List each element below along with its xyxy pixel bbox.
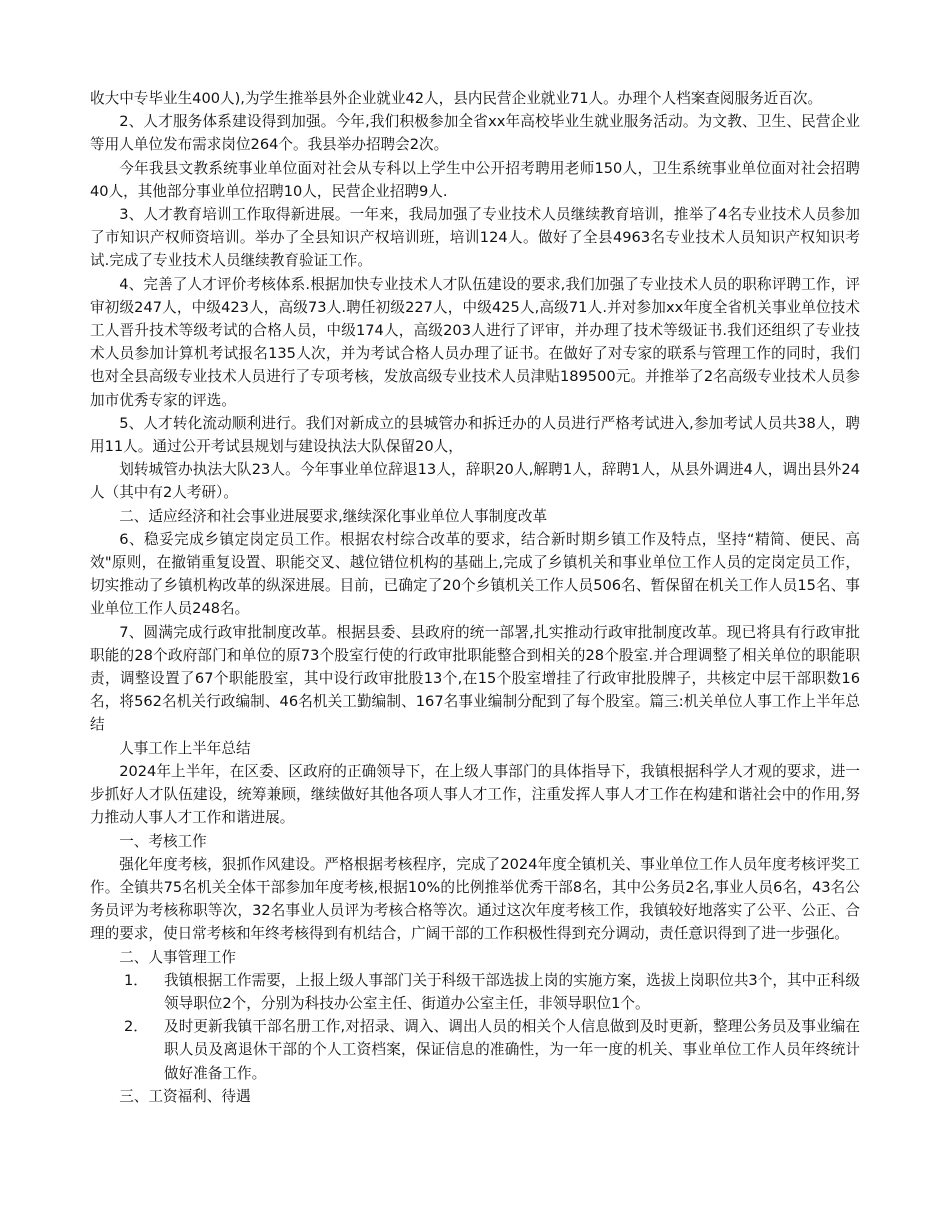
paragraph-14: 强化年度考核，狠抓作风建设。严格根据考核程序，完成了2024年度全镇机关、事业单位工作人员年度考核评奖工作。全镇共75名机关全体干部参加年度考核,根据10%的比例推举优秀干部8名，其中公务员2名,事业人员6名，43名公务员评为考核称职等次，32名事业人员评为考核合格等次。通过这次年度考核工作，我镇较好地落实了公平、公正、合理的要求，使日常考核和年终考核得到有机结合，广阔干部的工作积极性得到充分调动，责任意识得到了进一步强化。 [90,855,860,943]
list-item-number: 2． [124,1018,148,1036]
report-title: 人事工作上半年总结 [119,739,251,757]
paragraph-9: 6、稳妥完成乡镇定岗定员工作。根据农村综合改革的要求，结合新时期乡镇工作及特点，坚持“精简、便民、高效"原则，在撤销重复设置、职能交叉、越位错位机构的基础上,完成了乡镇机关和事业单位工作人员的定岗定员工作，切实推动了乡镇机构改革的纵深进展。目前，已确定了20个乡镇机关工作人员506名、暂保留在机关工作人员15名、事业单位工作人员248名。 [90,530,860,618]
section-heading-salary: 三、工资福利、待遇 [119,1087,251,1105]
paragraph-6: 5、人才转化流动顺利进行。我们对新成立的县城管办和拆迁办的人员进行严格考试进入,参加考试人员共38人，聘用11人。通过公开考试县规划与建设执法大队保留20人， [90,414,860,456]
paragraph-10: 7、圆满完成行政审批制度改革。根据县委、县政府的统一部署,扎实推动行政审批制度改革。现已将具有行政审批职能的28个政府部门和单位的原73个股室行使的行政审批职能整合到相关的28个股室.并合理调整了相关单位的职能职责，调整设置了67个职能股室，其中设行政审批股13个,在15个股室增挂了行政审批股牌子，共核定中层干部职数16名，将562名机关行政编制、46名机关工勤编制、167名事业编制分配到了每个股室。篇三:机关单位人事工作上半年总结 [90,623,860,734]
list-item-number: 1． [124,971,148,989]
numbered-list [90,969,860,1085]
list-item [124,1015,860,1085]
paragraph-7: 划转城管办执法大队23人。今年事业单位辞退13人，辞职20人,解聘1人，辞聘1人，从县外调进4人，调出县外24人（其中有2人考研）。 [90,461,860,502]
list-item-text: 及时更新我镇干部名册工作,对招录、调入、调出人员的相关个人信息做到及时更新，整理公务员及事业编在职人员及离退休干部的个人工资档案，保证信息的准确性，为一年一度的机关、事业单位工作人员年终统计做好准备工作。 [164,1018,860,1082]
paragraph-4: 3、人才教育培训工作取得新进展。一年来，我局加强了专业技术人员继续教育培训，推举了4名专业技术人员参加了市知识产权师资培训。举办了全县知识产权培训班，培训124人。做好了全县4963名专业技术人员知识产权知识考试.完成了专业技术人员继续教育验证工作。 [90,206,860,270]
section-heading-reform: 二、适应经济和社会事业进展要求,继续深化事业单位人事制度改革 [119,507,548,525]
paragraph-1: 收大中专毕业生400人),为学生推举县外企业就业42人，县内民营企业就业71人。办理个人档案查阅服务近百次。 [90,90,823,107]
section-heading-personnel: 二、人事管理工作 [119,948,236,966]
paragraph-3: 今年我县文教系统事业单位面对社会从专科以上学生中公开招考聘用老师150人，卫生系统事业单位面对社会招聘40人，其他部分事业单位招聘10人，民营企业招聘9人. [90,159,860,200]
paragraph-2: 2、人才服务体系建设得到加强。今年,我们积极参加全省xx年高校毕业生就业服务活动。为文教、卫生、民营企业等用人单位发布需求岗位264个。我县举办招聘会2次。 [90,113,860,154]
list-item [124,969,860,1015]
section-heading-assessment: 一、考核工作 [119,832,207,850]
list-item-text: 我镇根据工作需要，上报上级人事部门关于科级干部选拔上岗的实施方案，选拔上岗职位共3个，其中正科级领导职位2个，分别为科技办公室主任、街道办公室主任，非领导职位1个。 [164,971,860,1012]
paragraph-12: 2024年上半年，在区委、区政府的正确领导下，在上级人事部门的具体指导下，我镇根据科学人才观的要求，进一步抓好人才队伍建设，统筹兼顾，继续做好其他各项人事人才工作，注重发挥人事人才工作在构建和谐社会中的作用,努力推动人事人才工作和谐进展。 [90,762,860,827]
paragraph-5: 4、完善了人才评价考核体系.根据加快专业技术人才队伍建设的要求,我们加强了专业技术人员的职称评聘工作，评审初级247人，中级423人，高级73人.聘任初级227人，中级425人,高级71人.并对参加xx年度全省机关事业单位技术工人晋升技术等级考试的合格人员，中级174人，高级203人进行了评审，并办理了技术等级证书.我们还组织了专业技术人员参加计算机考试报名135人次，并为考试合格人员办理了证书。在做好了对专家的联系与管理工作的同时，我们也对全县高级专业技术人员进行了专项考核，发放高级专业技术人员津贴189500元。并推举了2名高级专业技术人员参加市优秀专家的评选。 [90,275,860,409]
